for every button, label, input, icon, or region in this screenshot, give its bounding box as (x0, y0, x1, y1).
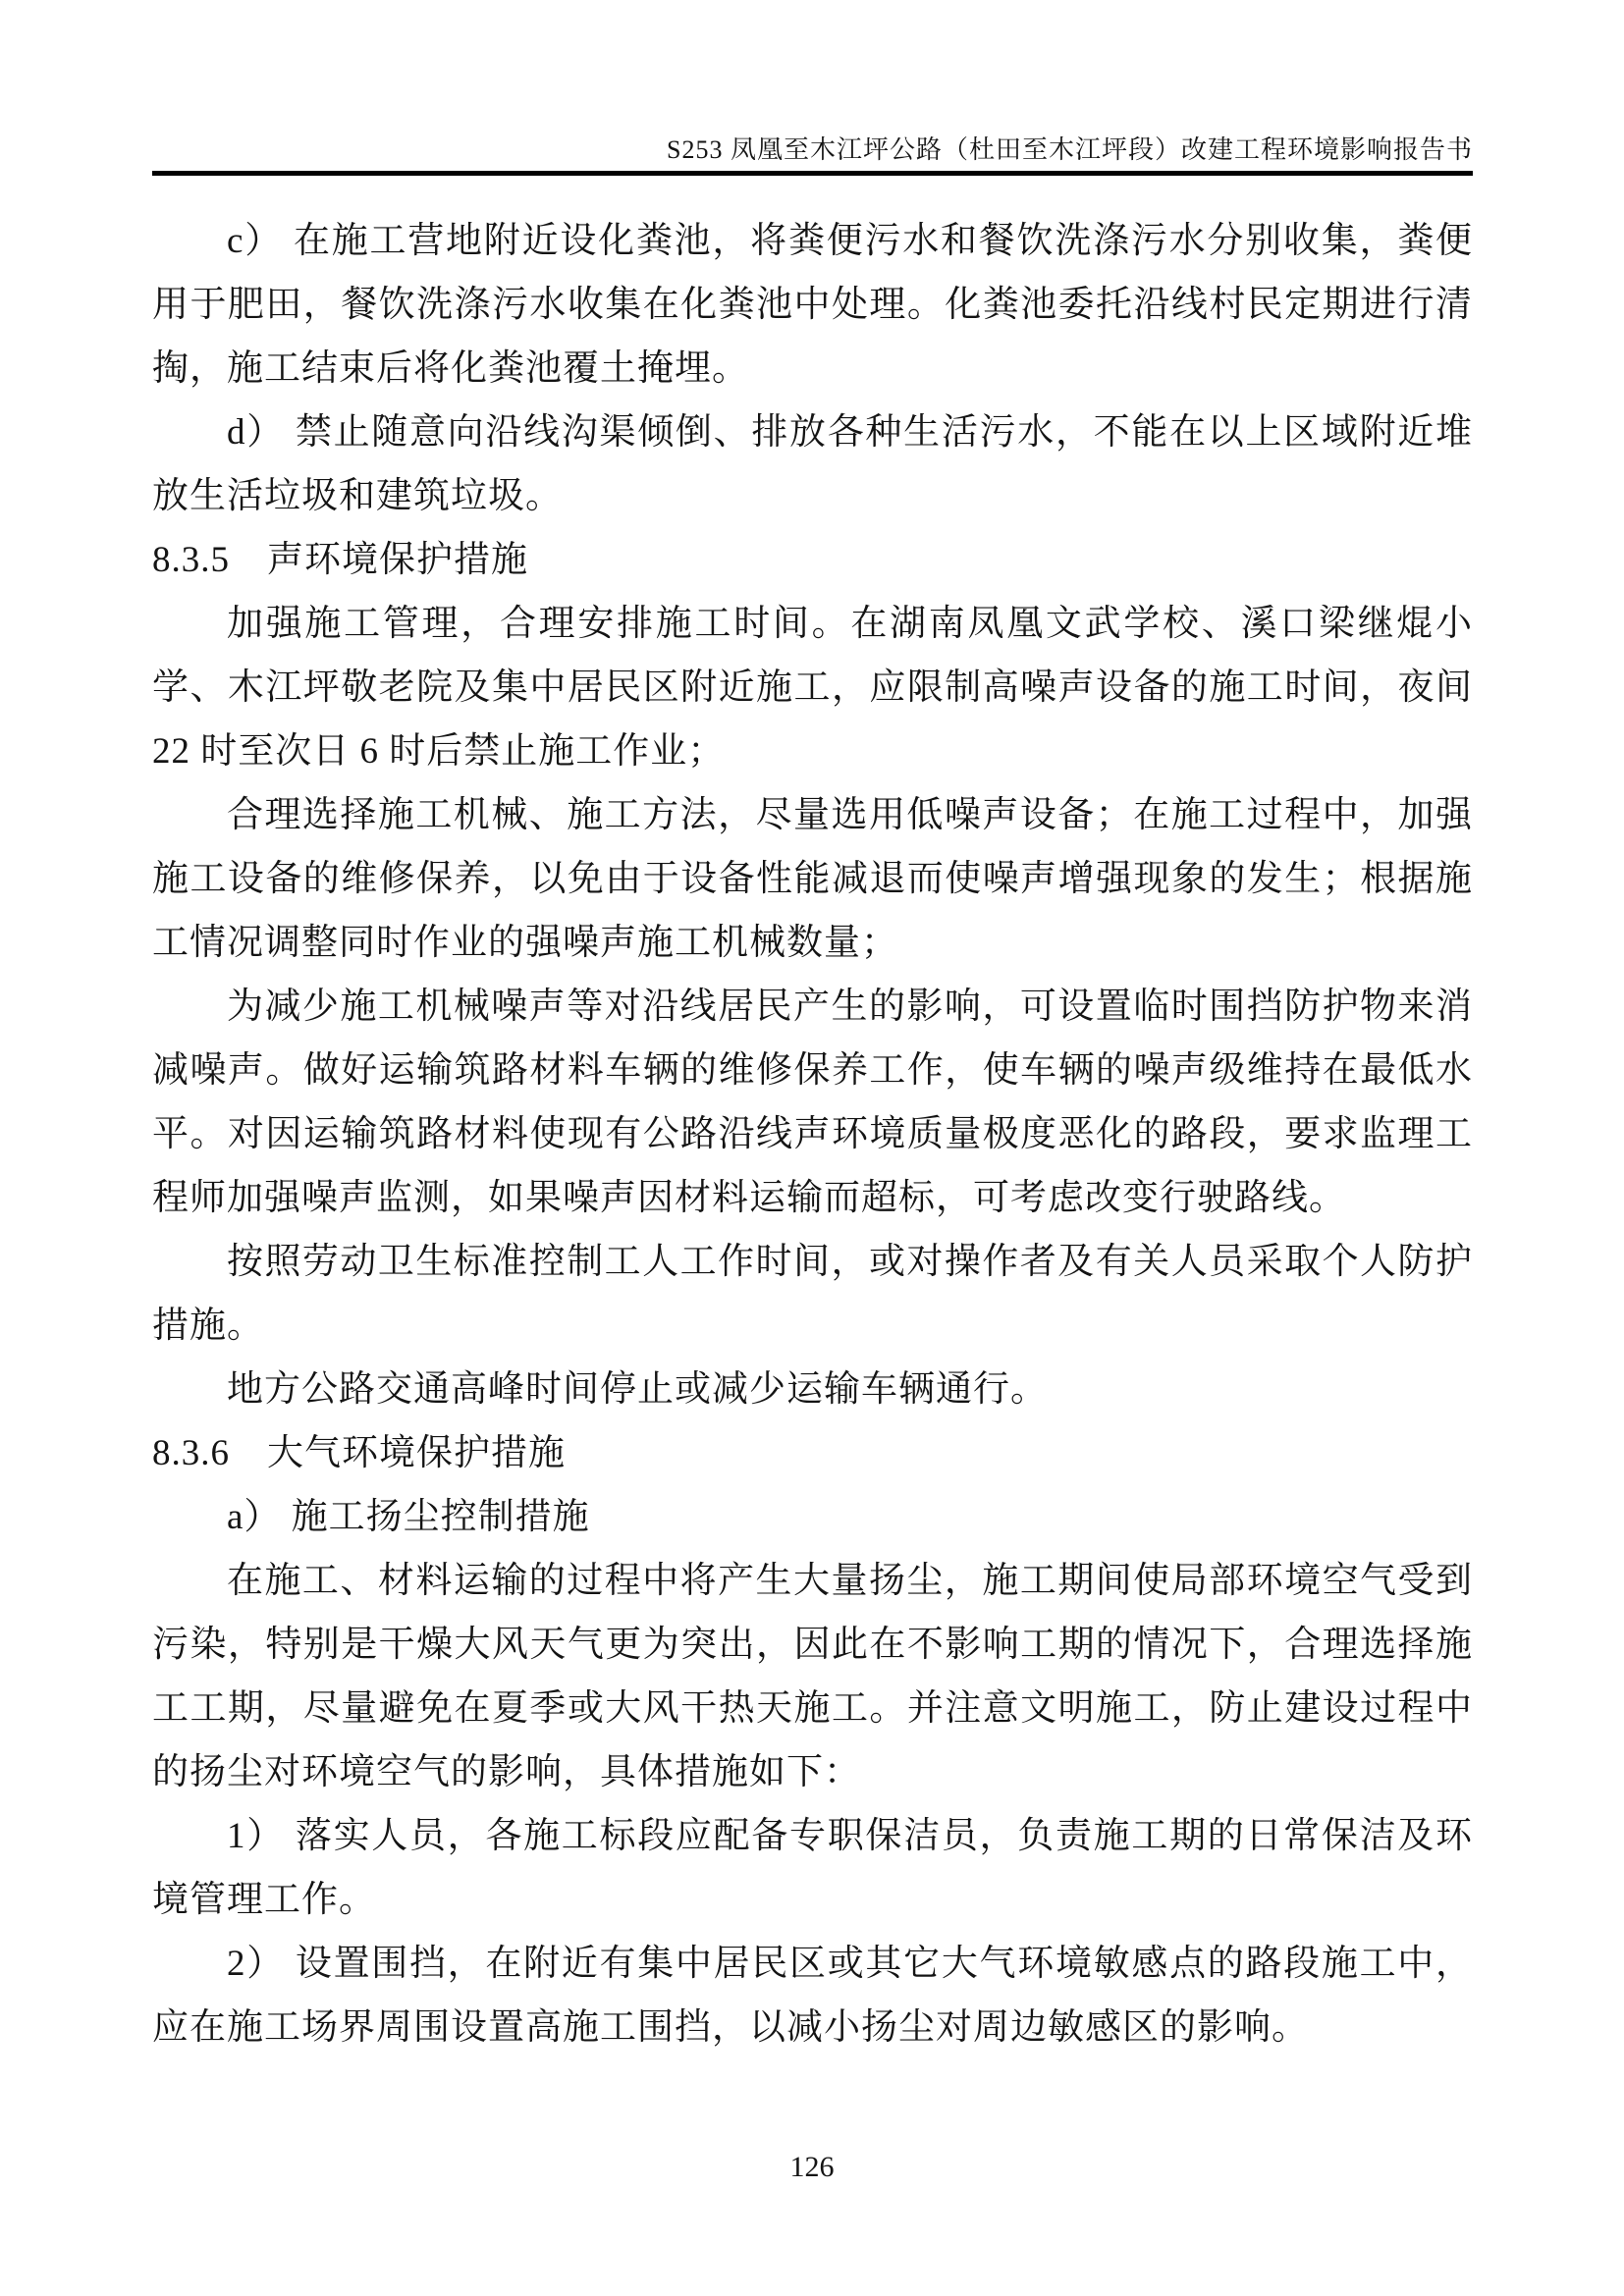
header-title: S253 凤凰至木江坪公路（杜田至木江坪段）改建工程环境影响报告书 (667, 135, 1473, 164)
section-heading-8-3-6 (152, 1421, 1473, 1485)
section-title: 大气环境保护措施 (267, 1433, 566, 1473)
section-heading-8-3-5 (152, 528, 1473, 592)
paragraph-traffic-peak: 地方公路交通高峰时间停止或减少运输车辆通行。 (227, 1369, 1048, 1410)
paragraph-noise-schedule: 加强施工管理，合理安排施工时间。在湖南凤凰文武学校、溪口梁继焜小学、木江坪敬老院及集中居民区附近施工，应限制高噪声设备的施工时间，夜间 22 时至次日 6 时后禁止施工作业； (152, 604, 1473, 772)
paragraph-c-septic-tank: c） 在施工营地附近设化粪池，将粪便污水和餐饮洗涤污水分别收集，粪便用于肥田，餐饮洗涤污水收集在化粪池中处理。化粪池委托沿线村民定期进行清掏，施工结束后将化粪池覆土掩埋。 (152, 221, 1473, 389)
header-rule (152, 171, 1473, 176)
paragraph-item2-enclosure: 2） 设置围挡，在附近有集中居民区或其它大气环境敏感点的路段施工中，应在施工场界周围设置高施工围挡，以减小扬尘对周边敏感区的影响。 (152, 1944, 1473, 2048)
section-number: 8.3.5 (152, 540, 230, 580)
paragraph-worker-protection: 按照劳动卫生标准控制工人工作时间，或对操作者及有关人员采取个人防护措施。 (152, 1242, 1473, 1346)
document-body (152, 209, 1473, 2059)
paragraph-d-no-dumping: d） 禁止随意向沿线沟渠倾倒、排放各种生活污水，不能在以上区域附近堆放生活垃圾和建筑垃圾。 (152, 412, 1473, 516)
paragraph-a-dust-control: a） 施工扬尘控制措施 (227, 1497, 590, 1537)
section-number: 8.3.6 (152, 1433, 230, 1473)
page-number: 126 (789, 2151, 835, 2183)
paragraph-dust-overview: 在施工、材料运输的过程中将产生大量扬尘，施工期间使局部环境空气受到污染，特别是干燥大风天气更为突出，因此在不影响工期的情况下，合理选择施工工期，尽量避免在夏季或大风干热天施工。并注意文明施工，防止建设过程中的扬尘对环境空气的影响，具体措施如下： (152, 1561, 1473, 1792)
paragraph-noise-barriers: 为减少施工机械噪声等对沿线居民产生的影响，可设置临时围挡防护物来消减噪声。做好运输筑路材料车辆的维修保养工作，使车辆的噪声级维持在最低水平。对因运输筑路材料使现有公路沿线声环境质量极度恶化的路段，要求监理工程师加强噪声监测，如果噪声因材料运输而超标，可考虑改变行驶路线。 (152, 987, 1473, 1218)
section-title: 声环境保护措施 (267, 540, 528, 580)
paragraph-item1-cleaners: 1） 落实人员，各施工标段应配备专职保洁员，负责施工期的日常保洁及环境管理工作。 (152, 1816, 1473, 1920)
paragraph-low-noise-equipment: 合理选择施工机械、施工方法，尽量选用低噪声设备；在施工过程中，加强施工设备的维修保养，以免由于设备性能减退而使噪声增强现象的发生；根据施工情况调整同时作业的强噪声施工机械数量； (152, 795, 1473, 963)
